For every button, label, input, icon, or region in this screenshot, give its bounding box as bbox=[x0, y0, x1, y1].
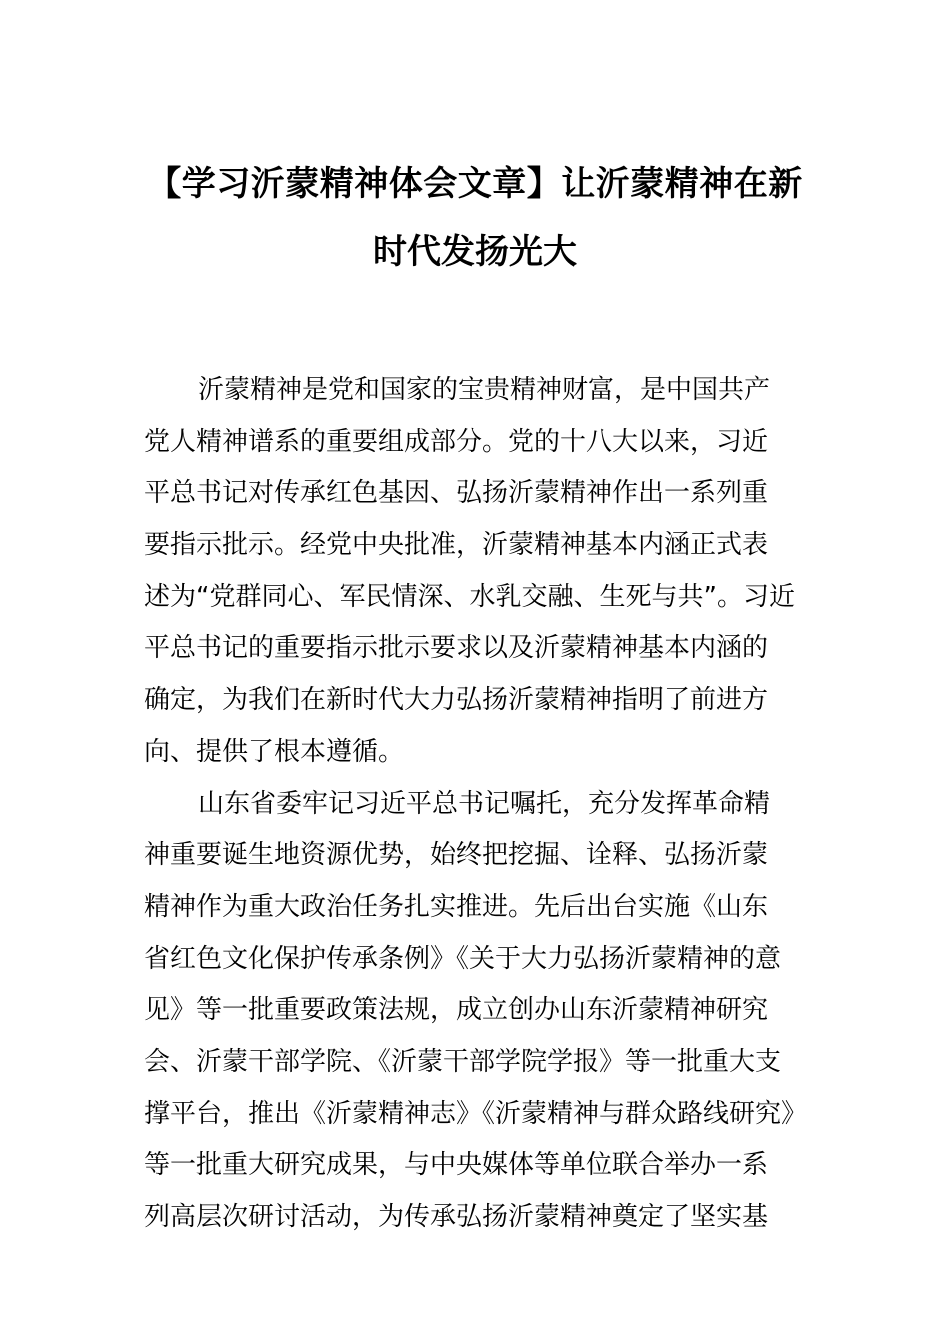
text-line: 等一批重大研究成果，与中央媒体等单位联合举办一系 bbox=[144, 1150, 769, 1181]
document-body bbox=[144, 365, 809, 1244]
text-line: 确定，为我们在新时代大力弘扬沂蒙精神指明了前进方 bbox=[144, 685, 769, 716]
text-line: 撑平台，推出《沂蒙精神志》《沂蒙精神与群众路线研究》 bbox=[144, 1098, 808, 1129]
text-line: 见》等一批重要政策法规，成立创办山东沂蒙精神研究 bbox=[144, 995, 769, 1026]
text-line: 述为“党群同心、军民情深、水乳交融、生死与共”。习近 bbox=[144, 581, 795, 612]
title-line-1: 【学习沂蒙精神体会文章】让沂蒙精神在新 bbox=[147, 164, 803, 204]
text-line: 向、提供了根本遵循。 bbox=[144, 736, 405, 767]
paragraph-1 bbox=[144, 365, 809, 779]
text-line: 沂蒙精神是党和国家的宝贵精神财富，是中国共产 bbox=[198, 375, 771, 405]
text-line: 要指示批示。经党中央批准，沂蒙精神基本内涵正式表 bbox=[144, 530, 769, 561]
title-line-2: 时代发扬光大 bbox=[373, 232, 577, 272]
text-line: 省红色文化保护传承条例》《关于大力弘扬沂蒙精神的意 bbox=[144, 943, 782, 974]
text-line: 平总书记对传承红色基因、弘扬沂蒙精神作出一系列重 bbox=[144, 478, 769, 509]
text-line: 会、沂蒙干部学院、《沂蒙干部学院学报》等一批重大支 bbox=[144, 1046, 782, 1077]
paragraph-2 bbox=[144, 779, 809, 1244]
text-line: 列高层次研讨活动，为传承弘扬沂蒙精神奠定了坚实基 bbox=[144, 1202, 769, 1232]
text-line: 神重要诞生地资源优势，始终把挖掘、诠释、弘扬沂蒙 bbox=[144, 840, 769, 871]
text-line: 平总书记的重要指示批示要求以及沂蒙精神基本内涵的 bbox=[144, 633, 769, 664]
text-line: 党人精神谱系的重要组成部分。党的十八大以来，习近 bbox=[144, 426, 769, 457]
text-line: 山东省委牢记习近平总书记嘱托，充分发挥革命精 bbox=[198, 788, 771, 819]
text-line: 精神作为重大政治任务扎实推进。先后出台实施《山东 bbox=[144, 891, 769, 922]
document-title bbox=[110, 150, 840, 286]
